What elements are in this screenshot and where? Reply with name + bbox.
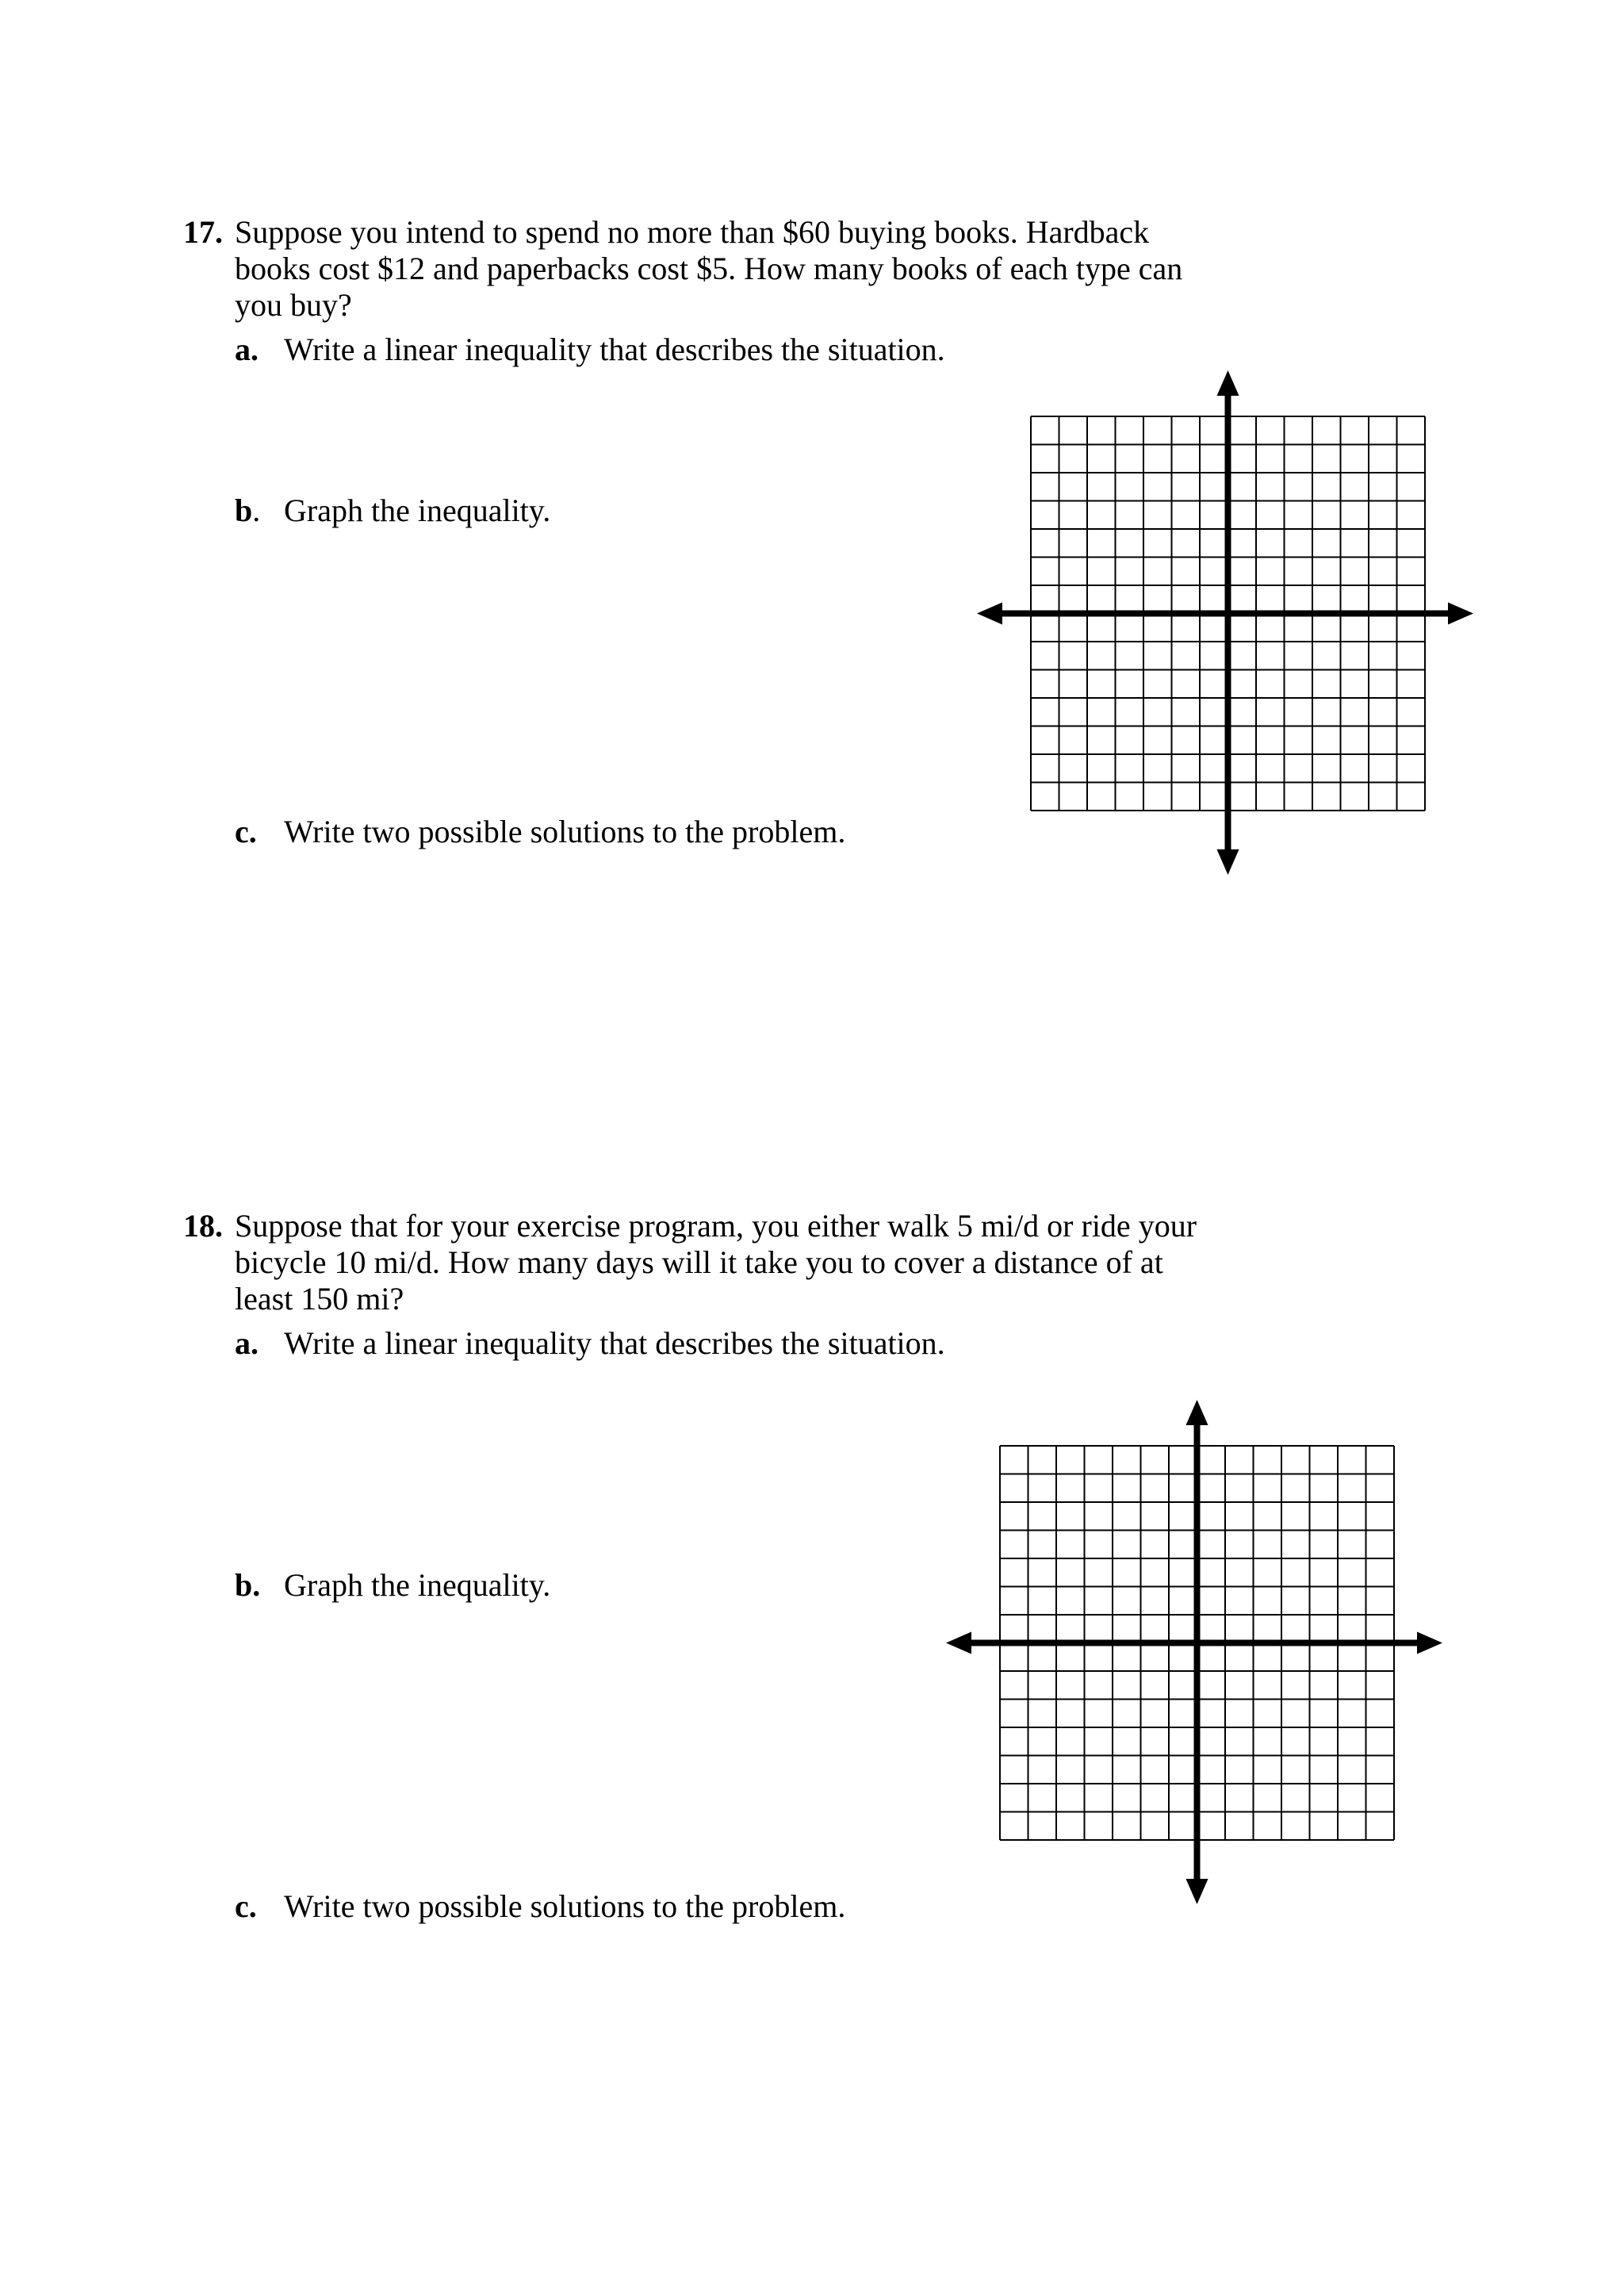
coordinate-grid [944, 1398, 1444, 1906]
part-letter: c. [235, 1888, 257, 1924]
part-text: Write a linear inequality that describes the situation. [284, 332, 945, 367]
part-b [235, 493, 550, 529]
part-b [235, 1567, 550, 1604]
y-axis-down-arrow-icon [1186, 1879, 1208, 1904]
part-letter [235, 493, 284, 529]
part-text: Write a linear inequality that describes the situation. [284, 1325, 945, 1361]
y-axis-up-arrow-icon [1186, 1400, 1208, 1425]
coordinate-grid [975, 369, 1475, 876]
part-text: Write two possible solutions to the problem. [284, 1888, 846, 1924]
part-text: Write two possible solutions to the problem. [284, 814, 846, 849]
part-letter-suffix: . [252, 493, 261, 528]
part-letter: b. [235, 1567, 261, 1603]
part-text: Graph the inequality. [284, 493, 551, 528]
problem-number: 18. [183, 1208, 223, 1244]
x-axis-right-arrow-icon [1448, 603, 1473, 625]
part-c [235, 1888, 845, 1925]
x-axis-left-arrow-icon [977, 603, 1002, 625]
part-c [235, 814, 845, 850]
part-letter: c. [235, 814, 257, 849]
x-axis-left-arrow-icon [946, 1632, 971, 1654]
part-text: Graph the inequality. [284, 1567, 551, 1603]
problem-text: Suppose you intend to spend no more than $60 buying books. Hardback books cost $12 and paperbacks cost $5. How many books of each type can you buy? [235, 214, 1183, 323]
x-axis-right-arrow-icon [1417, 1632, 1442, 1654]
part-letter-b: b [235, 493, 253, 528]
problem-number: 17. [183, 214, 223, 250]
part-a [235, 1325, 945, 1362]
y-axis-up-arrow-icon [1217, 370, 1239, 396]
part-letter: a. [235, 1325, 259, 1361]
part-a [235, 332, 945, 368]
problem-text: Suppose that for your exercise program, you either walk 5 mi/d or ride your bicycle 10 mi/d. How many days will it take you to cover a distance of at least 150 mi? [235, 1208, 1197, 1317]
y-axis-down-arrow-icon [1217, 849, 1239, 875]
part-letter: a. [235, 332, 259, 367]
